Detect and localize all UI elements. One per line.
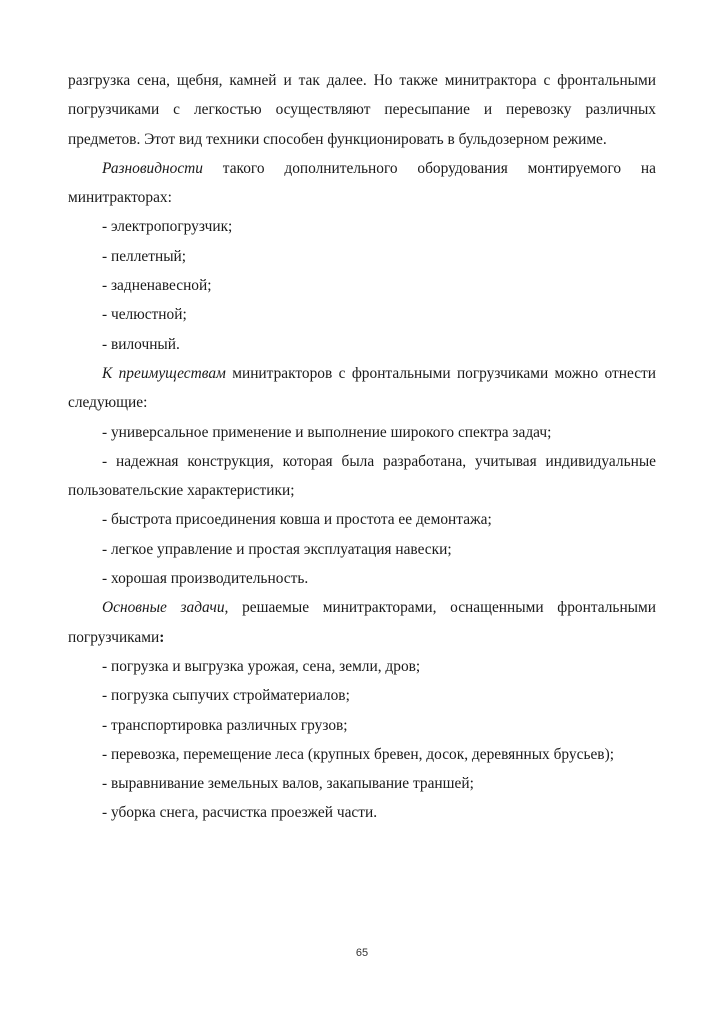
page-number: 65 (355, 947, 369, 959)
list-item: - надежная конструкция, которая была разработана, учитывая индивидуальные пользовательские характеристики; (68, 452, 656, 500)
advantages-lead-text: минитракторов с фронтальными погрузчиками можно отнести следующие: (68, 364, 657, 412)
list-item: - уборка снега, расчистка проезжей части. (102, 804, 378, 822)
list-item: - транспортировка различных грузов; (102, 716, 348, 734)
list-item: - электропогрузчик; (102, 218, 233, 236)
list-item: - быстрота присоединения ковша и простота ее демонтажа; (102, 511, 492, 529)
list-item: - выравнивание земельных валов, закапывание траншей; (102, 775, 474, 793)
tasks-lead-italic: Основные задачи, (102, 599, 229, 617)
varieties-lead-italic: Разновидности (102, 159, 203, 177)
list-item: - вилочный. (102, 335, 180, 353)
tasks-lead-text: решаемые минитракторами, оснащенными фронтальными погрузчиками (68, 599, 656, 646)
list-item: - задненавесной; (102, 277, 212, 295)
advantages-lead-italic: К преимуществам (102, 364, 226, 382)
list-item: - перевозка, перемещение леса (крупных бревен, досок, деревянных брусьев); (102, 745, 614, 763)
list-item: - легкое управление и простая эксплуатация навески; (102, 540, 452, 558)
tasks-heading-paragraph (68, 593, 656, 652)
intro-paragraph: разгрузка сена, щебня, камней и так далее. Но также минитрактора с фронтальными погрузчиками с легкостью осуществляют пересыпание и перевозку различных предметов. Этот вид техники способен функционировать в бульдозерном режиме. (68, 72, 656, 148)
varieties-heading-paragraph (68, 154, 656, 213)
list-item: - универсальное применение и выполнение широкого спектра задач; (102, 423, 552, 441)
tasks-lead-colon: : (159, 628, 165, 646)
varieties-lead-text: такого дополнительного оборудования монтируемого на минитракторах: (68, 159, 656, 207)
list-item: - пеллетный; (102, 247, 187, 265)
list-item: - челюстной; (102, 306, 187, 324)
list-item: - погрузка сыпучих стройматериалов; (102, 687, 350, 705)
document-body (68, 66, 656, 828)
list-item: - погрузка и выгрузка урожая, сена, земли, дров; (102, 657, 421, 675)
advantages-heading-paragraph (68, 359, 656, 418)
list-item: - хорошая производительность. (102, 570, 309, 588)
